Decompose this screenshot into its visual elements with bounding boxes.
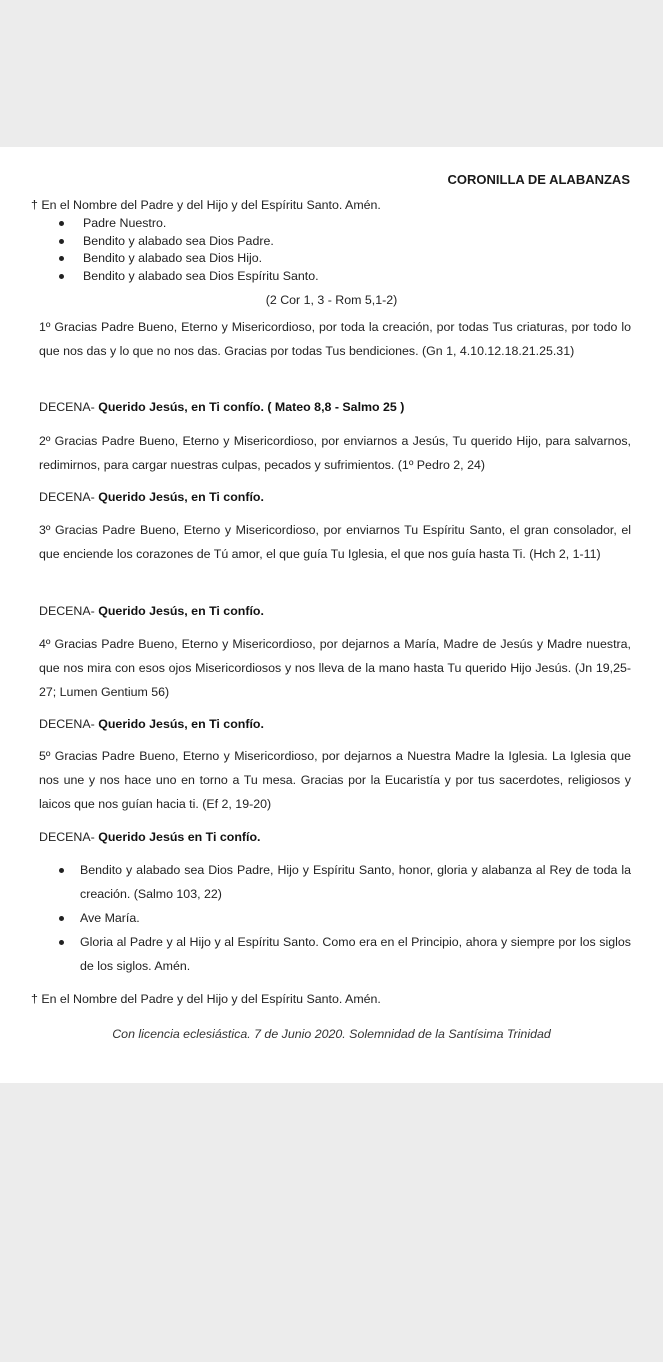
- decena-prayer: Querido Jesús, en Ti confío.: [98, 604, 264, 618]
- mystery-5-decena: [39, 829, 260, 846]
- decena-prayer: Querido Jesús en Ti confío.: [98, 830, 261, 844]
- list-item: Bendito y alabado sea Dios Padre.: [59, 233, 319, 251]
- decena-prayer: Querido Jesús, en Ti confío.: [98, 490, 264, 504]
- list-item: Padre Nuestro.: [59, 215, 319, 233]
- list-item: Ave María.: [59, 906, 631, 930]
- mystery-3-decena: [39, 603, 264, 620]
- mystery-2-decena: [39, 489, 264, 506]
- list-item: Bendito y alabado sea Dios Hijo.: [59, 250, 319, 268]
- closing-sign-of-cross: † En el Nombre del Padre y del Hijo y del Espíritu Santo. Amén.: [31, 992, 381, 1006]
- mystery-2-text: 2º Gracias Padre Bueno, Eterno y Misericordioso, por enviarnos a Jesús, Tu querido Hijo, para salvarnos, redimirnos, para cargar nuestras culpas, pecados y sufrimientos. (1º Pedro 2, 24): [39, 434, 631, 472]
- decena-prayer: Querido Jesús, en Ti confío. ( Mateo 8,8 - Salmo 25 ): [98, 400, 405, 414]
- list-item: Gloria al Padre y al Hijo y al Espíritu Santo. Como era en el Principio, ahora y siempre por los siglos de los siglos. Amén.: [59, 930, 631, 978]
- opening-prayer-list: [59, 215, 319, 285]
- opening-sign-of-cross: † En el Nombre del Padre y del Hijo y del Espíritu Santo. Amén.: [31, 198, 381, 212]
- scripture-reference: (2 Cor 1, 3 - Rom 5,1-2): [265, 293, 398, 307]
- decena-label: DECENA-: [39, 604, 95, 618]
- mystery-1-decena: [39, 399, 404, 416]
- decena-label: DECENA-: [39, 490, 95, 504]
- mystery-3-text: 3º Gracias Padre Bueno, Eterno y Misericordioso, por enviarnos Tu Espíritu Santo, el gran consolador, el que enciende los corazones de Tú amor, el que guía Tu Iglesia, el que nos guía hasta Ti. (Hch 2, 1-11): [39, 523, 631, 561]
- mystery-4-decena: [39, 716, 264, 733]
- closing-prayer-list: [59, 858, 631, 978]
- document-title: CORONILLA DE ALABANZAS: [447, 172, 630, 187]
- footer-license-note: Con licencia eclesiástica. 7 de Junio 2020. Solemnidad de la Santísima Trinidad: [112, 1027, 551, 1041]
- document-page: [0, 147, 663, 1083]
- decena-label: DECENA-: [39, 830, 95, 844]
- decena-label: DECENA-: [39, 400, 95, 414]
- decena-prayer: Querido Jesús, en Ti confío.: [98, 717, 264, 731]
- decena-label: DECENA-: [39, 717, 95, 731]
- mystery-5-text: 5º Gracias Padre Bueno, Eterno y Misericordioso, por dejarnos a Nuestra Madre la Iglesia. La Iglesia que nos une y nos hace uno en torno a Tu mesa. Gracias por la Eucaristía y por tus sacerdotes, religiosos y laicos que nos guían hacia ti. (Ef 2, 19-20): [39, 749, 631, 811]
- list-item: Bendito y alabado sea Dios Padre, Hijo y Espíritu Santo, honor, gloria y alabanza al Rey de toda la creación. (Salmo 103, 22): [59, 858, 631, 906]
- mystery-4-text: 4º Gracias Padre Bueno, Eterno y Misericordioso, por dejarnos a María, Madre de Jesús y Madre nuestra, que nos mira con esos ojos Misericordiosos y nos lleva de la mano hasta Tu querido Hijo Jesús. (Jn 19,25-27; Lumen Gentium 56): [39, 637, 631, 699]
- list-item: Bendito y alabado sea Dios Espíritu Santo.: [59, 268, 319, 286]
- mystery-1-text: 1º Gracias Padre Bueno, Eterno y Misericordioso, por toda la creación, por todas Tus criaturas, por todo lo que nos das y lo que no nos das. Gracias por todas Tus bendiciones. (Gn 1, 4.10.12.18.21.25.31): [39, 320, 631, 358]
